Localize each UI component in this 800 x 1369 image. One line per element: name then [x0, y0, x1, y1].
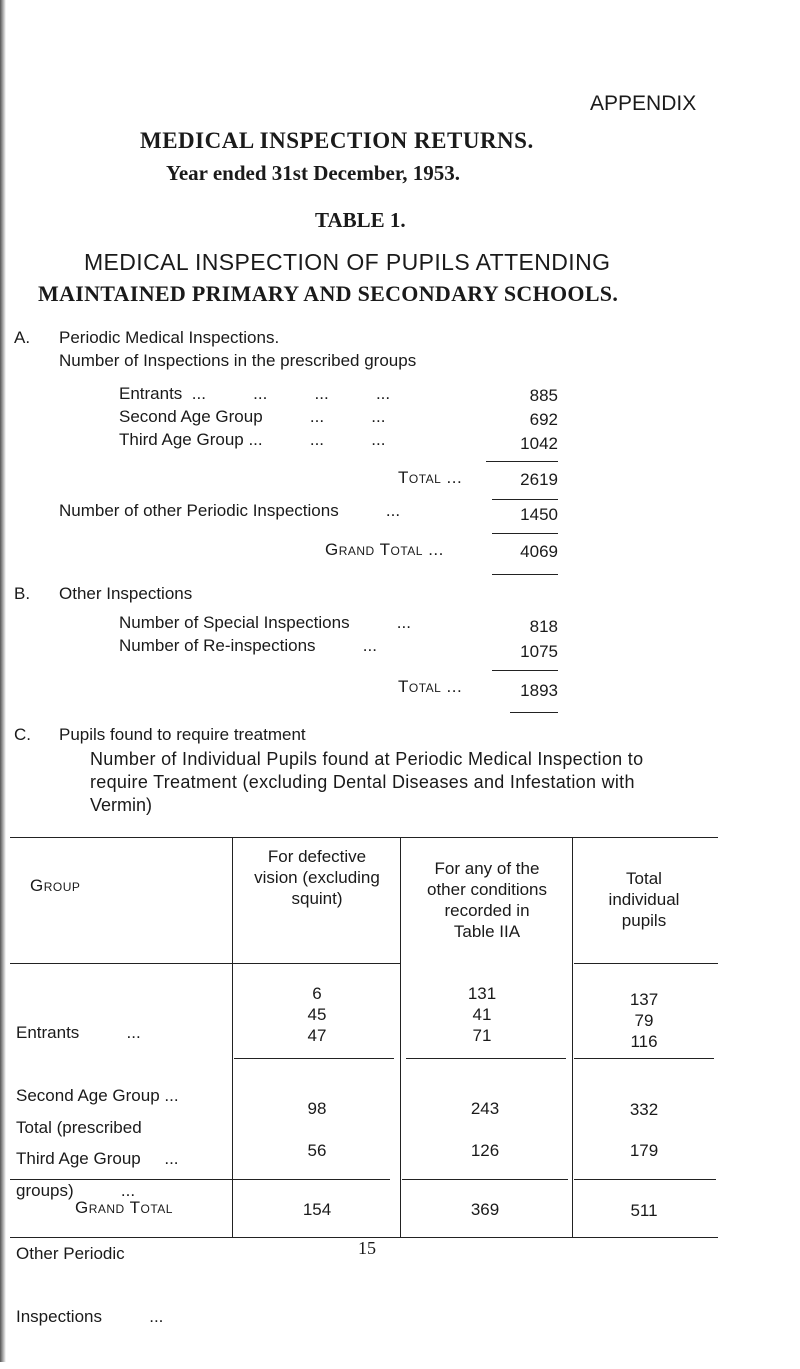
- grand-total-row-label: Grand Total: [75, 1198, 173, 1217]
- table-block1-rule-2: [406, 1058, 566, 1059]
- grand-total-col3: 511: [630, 1201, 658, 1220]
- block2-other-col2: 126: [470, 1141, 500, 1160]
- block1-col1: 6 45 47: [307, 984, 327, 1045]
- table-col-rule-1: [232, 837, 233, 1237]
- header-total-pupils: Total individual pupils: [608, 869, 680, 930]
- rule-a-total: [486, 461, 558, 462]
- table-top-rule: [10, 837, 718, 838]
- section-c-letter: C.: [14, 725, 31, 744]
- block1-col3: 137 79 116: [629, 990, 659, 1051]
- subtitle-line-1: MEDICAL INSPECTION OF PUPILS ATTENDING: [84, 249, 611, 275]
- table-label: TABLE 1.: [315, 208, 406, 232]
- page-number: 15: [358, 1238, 376, 1258]
- grand-total-a-value: 4069: [520, 542, 558, 561]
- section-c-heading: Pupils found to require treatment: [59, 725, 306, 744]
- table-row-label: Second Age Group ...: [16, 1086, 179, 1105]
- section-c-paragraph-2: require Treatment (excluding Dental Diseases and Infestation with: [90, 772, 635, 792]
- table-row-label: Entrants ...: [16, 1023, 141, 1042]
- re-inspections-label: Number of Re-inspections ...: [119, 636, 377, 655]
- grand-total-a-label: Grand Total ...: [325, 540, 444, 559]
- total-a-label: Total ...: [398, 468, 463, 487]
- total-b-label: Total ...: [398, 677, 463, 696]
- table-col-rule-2: [400, 837, 401, 1237]
- section-a-letter: A.: [14, 328, 31, 347]
- row-third-age-label: Third Age Group ... ... ...: [119, 430, 386, 449]
- block2-total-col2: 243: [470, 1099, 500, 1118]
- block2-labels: Total (prescribed groups) ... Other Periodic Inspections ...: [16, 1118, 164, 1326]
- section-a-heading: Periodic Medical Inspections.: [59, 328, 280, 347]
- total-b-value: 1893: [520, 681, 558, 700]
- re-inspections-value: 1075: [520, 642, 558, 661]
- rule-grand-top: [492, 533, 558, 534]
- block2-total-col3: 332: [629, 1100, 659, 1119]
- appendix-label: APPENDIX: [590, 92, 697, 115]
- row-third-age-value: 1042: [520, 434, 558, 453]
- section-c-paragraph-1: Number of Individual Pupils found at Periodic Medical Inspection to: [90, 749, 644, 769]
- block1-col2: 131 41 71: [467, 984, 497, 1045]
- grand-total-col2: 369: [470, 1200, 500, 1219]
- other-periodic-label: Number of other Periodic Inspections ...: [59, 501, 401, 520]
- table-block1-rule-3: [574, 1058, 714, 1059]
- row-entrants-label: Entrants ... ... ... ...: [119, 384, 391, 403]
- section-b-letter: B.: [14, 584, 31, 603]
- rule-other-top: [492, 499, 558, 500]
- rule-b-bottom: [510, 712, 558, 713]
- doc-year: Year ended 31st December, 1953.: [166, 161, 460, 185]
- block2-total-col1: 98: [307, 1099, 327, 1118]
- special-inspections-value: 818: [529, 617, 558, 636]
- special-inspections-label: Number of Special Inspections ...: [119, 613, 411, 632]
- table-row-label: Third Age Group ...: [16, 1149, 179, 1168]
- section-b-heading: Other Inspections: [59, 584, 193, 603]
- header-defective-vision: For defective vision (excluding squint): [254, 847, 380, 908]
- subtitle-line-2: MAINTAINED PRIMARY AND SECONDARY SCHOOLS.: [38, 281, 619, 306]
- row-entrants-value: 885: [529, 386, 558, 405]
- header-other-conditions: For any of the other conditions recorded in Table IIA: [426, 859, 548, 941]
- rule-b-total: [492, 670, 558, 671]
- grand-total-col1: 154: [302, 1200, 332, 1219]
- rule-grand-bottom: [492, 574, 558, 575]
- block2-other-col1: 56: [307, 1141, 327, 1160]
- binding-edge: [0, 0, 6, 1362]
- block2-other-col3: 179: [629, 1141, 659, 1160]
- table-col-rule-3: [572, 837, 573, 1237]
- table-block1-rule-1: [234, 1058, 394, 1059]
- other-periodic-value: 1450: [520, 505, 558, 524]
- header-group: Group: [30, 876, 81, 895]
- section-a-subheading: Number of Inspections in the prescribed groups: [59, 351, 417, 370]
- table-block2-rule-3: [574, 1179, 716, 1180]
- table-block2-rule-2: [402, 1179, 568, 1180]
- section-c-paragraph-3: Vermin): [90, 795, 153, 815]
- table-header-rule-1: [10, 963, 400, 964]
- doc-title: MEDICAL INSPECTION RETURNS.: [140, 128, 534, 153]
- row-second-age-label: Second Age Group ... ...: [119, 407, 386, 426]
- row-second-age-value: 692: [529, 410, 558, 429]
- table-header-rule-2: [574, 963, 718, 964]
- total-a-value: 2619: [520, 470, 558, 489]
